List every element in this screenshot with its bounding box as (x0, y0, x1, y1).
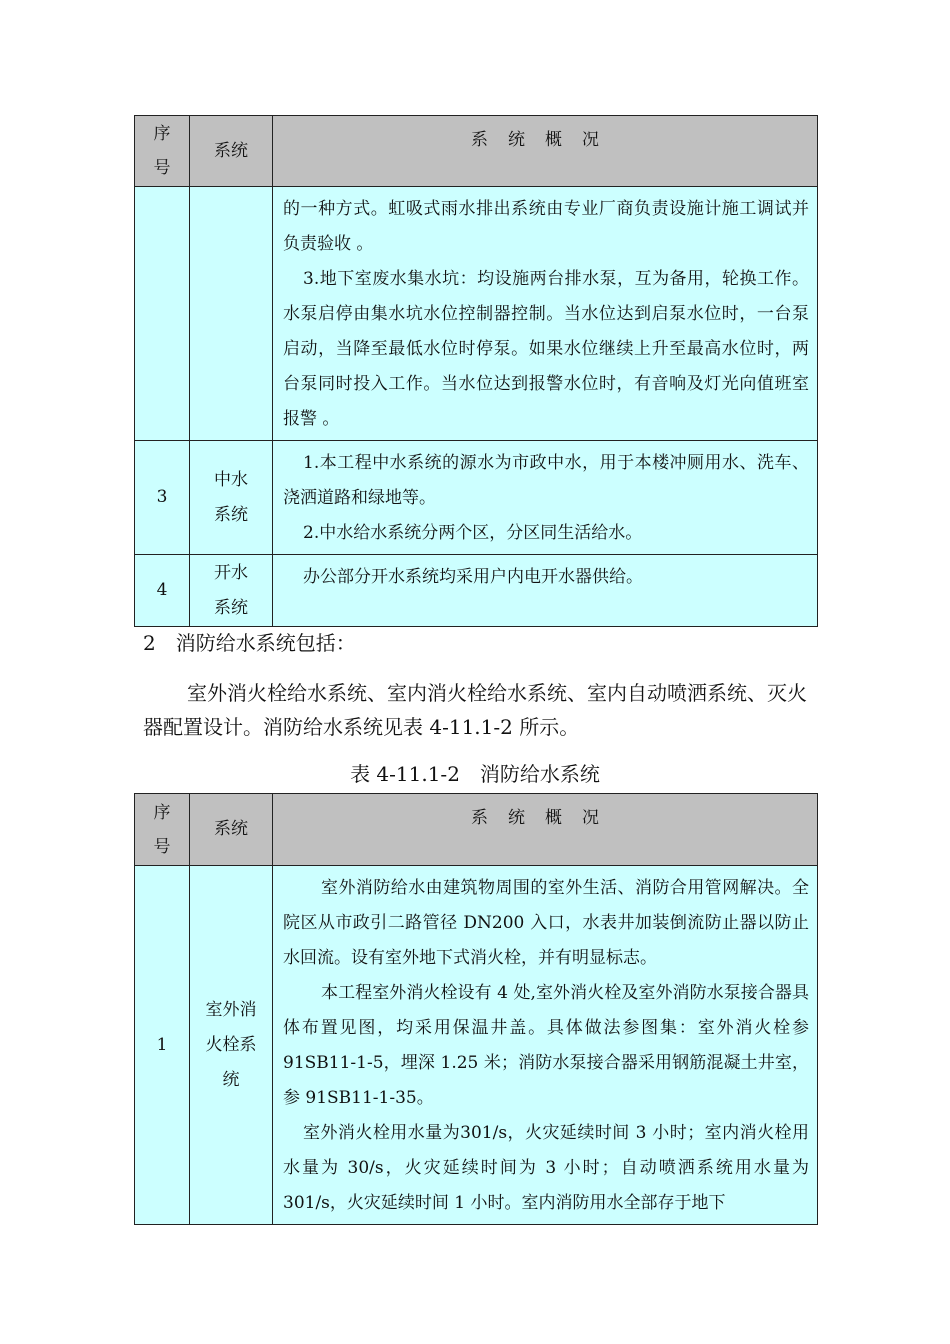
header-num-label: 序号 (153, 124, 171, 178)
description-paragraph: 本工程室外消火栓设有 4 处,室外消火栓及室外消防水泵接合器具体布置见图，均采用保温井盖。具体做法参图集：室外消火栓参 91SB11-1-5，埋深 1.25 米；消防水泵接合器采用钢筋混凝土井室，参 91SB11-1-35。 (283, 983, 809, 1108)
description-paragraph: 2.中水给水系统分两个区，分区同生活给水。 (303, 523, 643, 543)
description-paragraph: 办公部分开水系统均采用户内电开水器供给。 (303, 567, 643, 587)
row-system (190, 441, 273, 555)
row-num: 3 (135, 441, 190, 555)
header-num (135, 794, 190, 866)
row-description (273, 866, 818, 1225)
header-num-label: 序号 (153, 802, 171, 857)
section-intro: 室外消火栓给水系统、室内消火栓给水系统、室内自动喷洒系统、灭火器配置设计。消防给水系统见表 4-11.1-2 所示。 (143, 681, 807, 739)
section-heading: 2 消防给水系统包括： (143, 631, 356, 655)
row-description (273, 187, 818, 441)
row-num: 1 (135, 866, 190, 1225)
water-system-table-continued (134, 115, 818, 627)
fire-water-system-table (134, 793, 818, 1225)
table-row (135, 187, 818, 441)
row-num (135, 187, 190, 441)
row-system (190, 866, 273, 1225)
header-num (135, 116, 190, 187)
header-overview: 系统概况 (273, 794, 818, 866)
row-num: 4 (135, 555, 190, 627)
row-system (190, 187, 273, 441)
description-paragraph: 3.地下室废水集水坑：均设施两台排水泵，互为备用，轮换工作。水泵启停由集水坑水位控制器控制。当水位达到启泵水位时，一台泵启动，当降至最低水位时停泵。如果水位继续上升至最高水位时，两台泵同时投入工作。当水位达到报警水位时，有音响及灯光向值班室报警 。 (283, 269, 809, 429)
row-system-label: 室外消火栓系统 (205, 999, 257, 1090)
header-overview: 系统概况 (273, 116, 818, 187)
row-system-label: 中水系统 (214, 469, 248, 525)
table-caption: 表 4-11.1-2 消防给水系统 (350, 762, 600, 786)
table-header-row (135, 794, 818, 866)
row-system (190, 555, 273, 627)
description-paragraph: 1.本工程中水系统的源水为市政中水，用于本楼冲厕用水、洗车、浇洒道路和绿地等。 (283, 453, 809, 508)
table-row (135, 441, 818, 555)
description-paragraph: 室外消防给水由建筑物周围的室外生活、消防合用管网解决。全院区从市政引二路管径 DN200 入口，水表井加装倒流防止器以防止水回流。设有室外地下式消火栓，并有明显标志。 (283, 878, 809, 968)
table-row (135, 866, 818, 1225)
table-row (135, 555, 818, 627)
row-description (273, 441, 818, 555)
row-system-label: 开水系统 (214, 562, 248, 618)
table-header-row (135, 116, 818, 187)
description-paragraph: 室外消火栓用水量为301/s，火灾延续时间 3 小时；室内消火栓用水量为 30/s，火灾延续时间为 3 小时；自动喷洒系统用水量为 301/s，火灾延续时间 1 小时。室内消防用水全部存于地下 (283, 1123, 809, 1213)
header-system: 系统 (190, 116, 273, 187)
description-paragraph: 的一种方式。虹吸式雨水排出系统由专业厂商负责设施计施工调试并负责验收 。 (283, 199, 809, 254)
row-description (273, 555, 818, 627)
header-system: 系统 (190, 794, 273, 866)
